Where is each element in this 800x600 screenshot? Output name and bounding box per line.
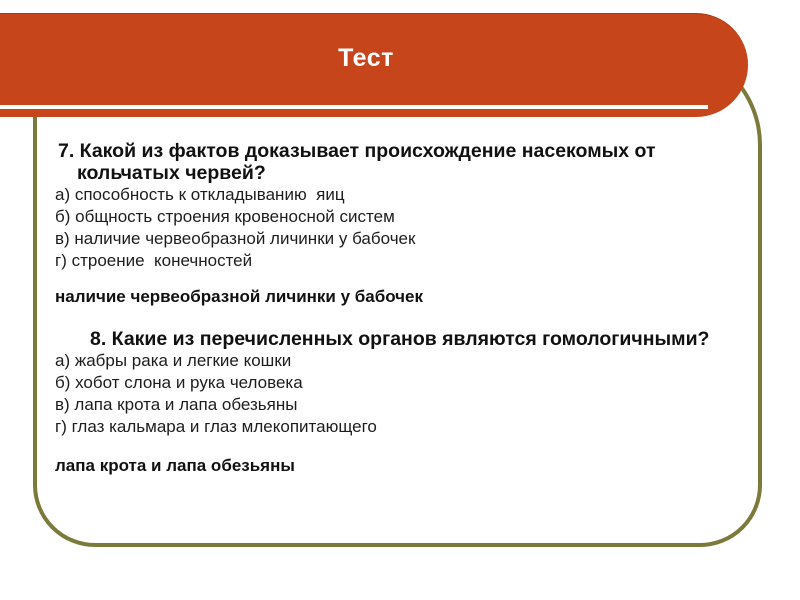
question-7-option-g: г) строение конечностей (55, 251, 253, 270)
question-7-option-a: а) способность к откладыванию яиц (55, 185, 345, 204)
banner-underline (0, 105, 708, 109)
question-8-option-b: б) хобот слона и рука человека (55, 373, 303, 392)
question-7-option-v: в) наличие червеобразной личинки у бабочек (55, 229, 416, 248)
question-8-answer: лапа крота и лапа обезьяны (55, 456, 295, 475)
question-7-option-b: б) общность строения кровеносной систем (55, 207, 395, 226)
question-8-option-v: в) лапа крота и лапа обезьяны (55, 395, 298, 414)
question-8-option-a: а) жабры рака и легкие кошки (55, 351, 292, 370)
question-7-answer: наличие червеобразной личинки у бабочек (55, 287, 424, 306)
question-8: 8. Какие из перечисленных органов являются гомологичными? (90, 328, 710, 350)
title-banner (0, 13, 748, 117)
slide-body (55, 140, 765, 477)
question-7-line-1: 7. Какой из фактов доказывает происхождение насекомых от (58, 140, 656, 162)
question-8-option-g: г) глаз кальмара и глаз млекопитающего (55, 417, 377, 436)
slide-title: Тест (338, 43, 394, 72)
question-7-line-2: кольчатых червей? (77, 162, 266, 184)
